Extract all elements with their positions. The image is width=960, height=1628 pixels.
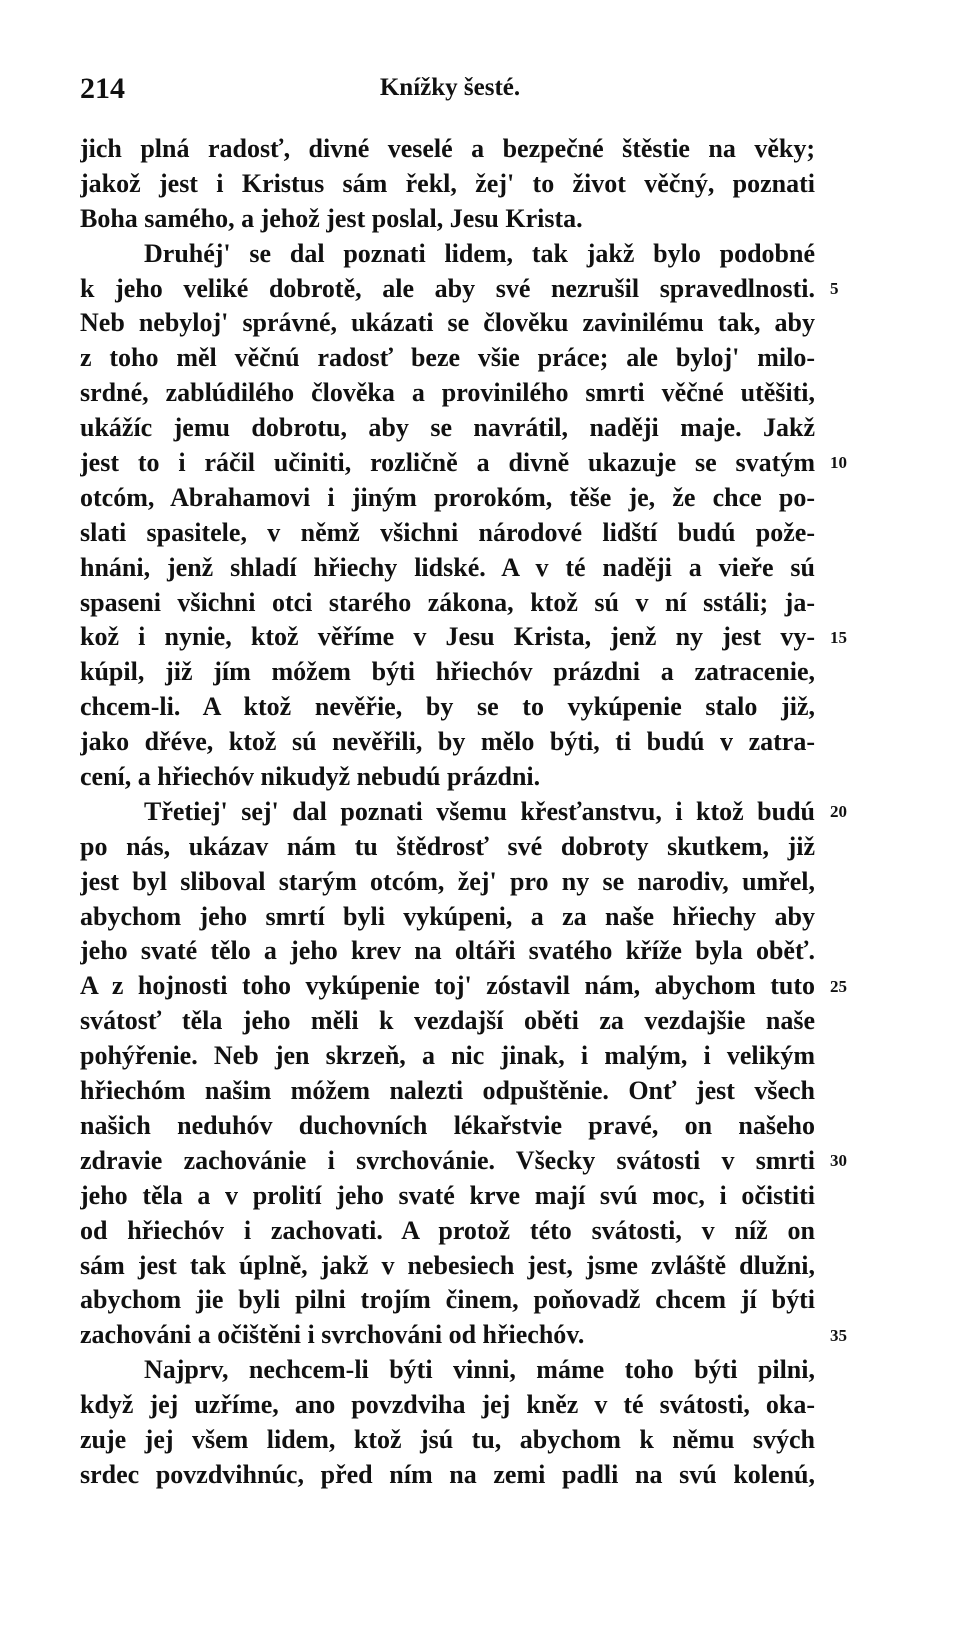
- text-line: zuje jej všem lidem, ktož jsú tu, abychom k němu svých: [80, 1424, 815, 1454]
- text-line: z toho měl věčnú radosť beze všie práce; ale byloj' milo-: [80, 343, 815, 373]
- text-line: sám jest tak úplně, jakž v nebesiech jest, jsme zvláště dlužni,: [80, 1250, 815, 1280]
- text-line: jeho svaté tělo a jeho krev na oltáři svatého kříže byla oběť.: [80, 936, 815, 966]
- text-line: od hřiechóv i zachovati. A protož této svátosti, v níž on: [80, 1215, 815, 1245]
- text-line: A z hojnosti toho vykúpenie toj' zóstavil nám, abychom tuto: [80, 971, 815, 1001]
- line-number: 15: [830, 627, 847, 647]
- text-line: jest to i ráčil učiniti, rozličně a divně ukazuje se svatým: [80, 448, 815, 478]
- text-line: pohýřenie. Neb jen skrzeň, a nic jinak, i malým, i velikým: [80, 1041, 815, 1071]
- text-line: jako dřéve, ktož sú nevěřili, by mělo býti, ti budú v zatra-: [80, 727, 815, 757]
- line-number: 25: [830, 976, 847, 996]
- text-line: spaseni všichni otci starého zákona, ktož sú v ní sstáli; ja-: [80, 587, 815, 617]
- text-line: slati spasitele, v němž všichni národové lidští budú pože-: [80, 517, 815, 547]
- text-line: hřiechóm našim móžem nalezti odpuštěnie. Onť jest všech: [80, 1076, 815, 1106]
- text-line: po nás, ukázav nám tu štědrosť své dobroty skutkem, již: [80, 831, 815, 861]
- body-text: [80, 132, 815, 1493]
- text-line: k jeho veliké dobrotě, ale aby své nezrušil spravedlnosti.: [80, 273, 815, 303]
- text-line: svátosť těla jeho měli k vezdajší oběti za vezdajšie naše: [80, 1006, 815, 1036]
- line-number: 20: [830, 802, 847, 822]
- text-line: zachováni a očištěni i svrchováni od hřiechóv.: [80, 1320, 585, 1350]
- text-line: jich plná radosť, divné veselé a bezpečné štěstie na věky;: [80, 134, 815, 163]
- text-line: Najprv, nechcem-li býti vinni, máme toho býti pilni,: [144, 1355, 815, 1385]
- text-line: našich neduhóv duchovních lékařstvie pravé, on našeho: [80, 1110, 815, 1140]
- text-line: otcóm, Abrahamovi i jiným prorokóm, těše je, že chce po-: [80, 482, 815, 512]
- text-line: srdné, zablúdilého člověka a provinilého smrti věčné utěšiti,: [80, 378, 815, 408]
- page-number: 214: [80, 72, 125, 105]
- text-line: Druhéj' se dal poznati lidem, tak jakž bylo podobné: [144, 238, 815, 268]
- page-header: [80, 72, 820, 112]
- text-line: kož i nynie, ktož věříme v Jesu Krista, jenž ny jest vy-: [80, 622, 815, 652]
- line-number: 30: [830, 1151, 847, 1171]
- text-line: jeho těla a v prolití jeho svaté krve mají svú moc, i očistiti: [80, 1180, 815, 1210]
- text-line: kúpil, již jím móžem býti hřiechóv prázdni a zatracenie,: [80, 657, 815, 687]
- text-line: zdravie zachovánie i svrchovánie. Všecky svátosti v smrti: [80, 1145, 815, 1175]
- line-number: 35: [830, 1325, 847, 1345]
- text-line: Třetiej' sej' dal poznati všemu křesťanstvu, i ktož budú: [144, 796, 815, 826]
- text-line: Neb nebyloj' správné, ukázati se člověku zavinilému tak, aby: [80, 308, 815, 338]
- text-line: cení, a hřiechóv nikudyž nebudú prázdni.: [80, 762, 541, 792]
- text-line: srdec povzdvihnúc, před ním na zemi padli na svú kolenú,: [80, 1459, 815, 1489]
- text-line: když jej uzříme, ano povzdviha jej kněz v té svátosti, oka-: [80, 1390, 815, 1420]
- line-number: 5: [830, 278, 839, 298]
- text-line: abychom jie byli pilni trojím činem, poňovadž chcem jí býti: [80, 1285, 815, 1315]
- text-line: jest byl slibоval starým otcóm, žej' pro ny se narodiv, umřel,: [80, 866, 815, 896]
- text-line: hnáni, jenž shladí hřiechy lidské. A v té naději a vieře sú: [80, 552, 815, 582]
- text-line: ukážíc jemu dobrotu, aby se navrátil, naději maje. Jakž: [80, 413, 815, 443]
- text-line: chcem-li. A ktož nevěřie, by se to vykúpenie stalo již,: [80, 692, 815, 722]
- text-line: jakož jest i Kristus sám řekl, žej' to život věčný, poznati: [80, 168, 815, 198]
- text-line: Boha samého, a jehož jest poslal, Jesu Krista.: [80, 203, 583, 233]
- line-number: 10: [830, 453, 847, 473]
- text-line: abychom jeho smrtí byli vykúpeni, a za naše hřiechy aby: [80, 901, 815, 931]
- running-head: Knížky šesté.: [379, 74, 521, 101]
